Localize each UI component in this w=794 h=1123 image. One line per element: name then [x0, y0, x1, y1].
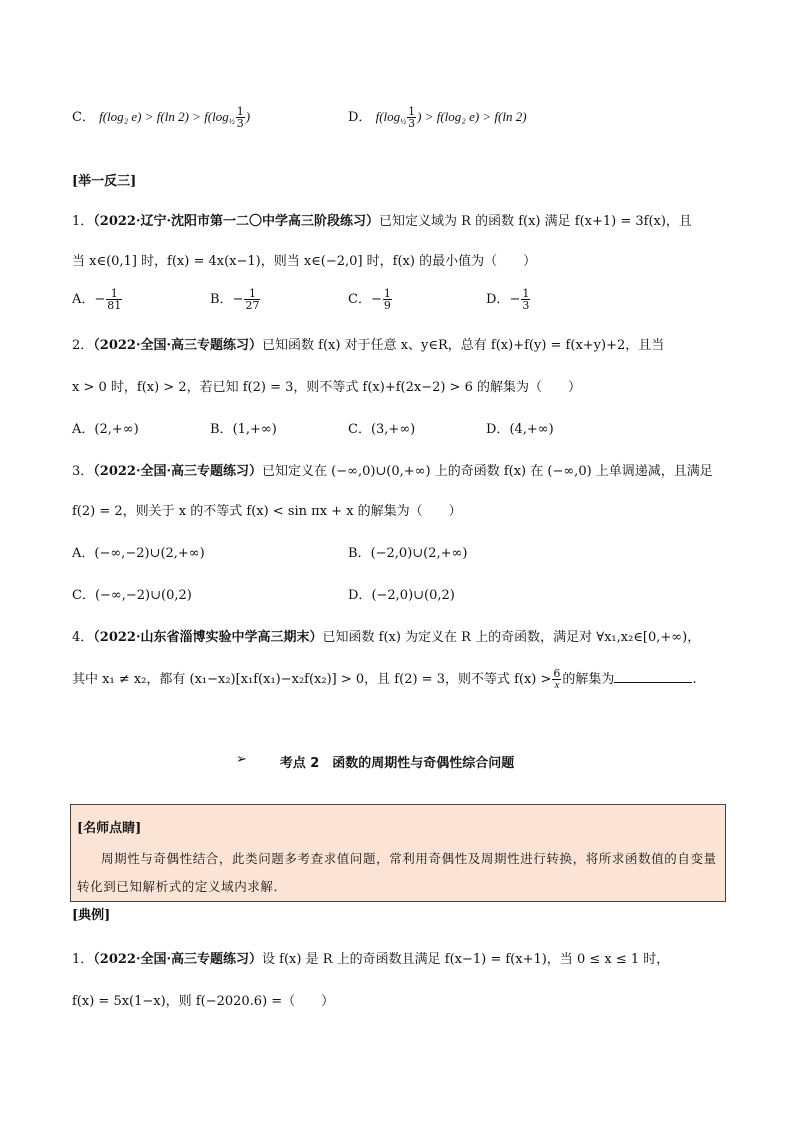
option-d-expression: f(log [375, 109, 401, 124]
heading-text: 考点 2 函数的周期性与奇偶性综合问题 [279, 756, 515, 771]
q1-option-a: A．− $\frac{1}{81}$ [72, 287, 122, 312]
q1-option-d: D．− $\frac{1}{3}$ [486, 287, 530, 312]
q4-line2: 其中 x₁ ≠ x₂，都有 (x₁−x₂)[x₁f(x₁)−x₂f(x₂)] > 0，且 f(2) = 3，则不等式 f(x) > $\frac{6}{x}$ 的解集为 . [72, 667, 697, 691]
tip-text: 周期性与奇偶性结合，此类问题多考查求值问题，常利用奇偶性及周期性进行转换，将所求函数值的自变量转化到已知解析式的定义域内求解． [77, 851, 717, 894]
ex1-source: （2022·全国·高三专题练习） [93, 952, 263, 967]
option-c-expression: f(log₂ e) > f(ln 2) > f(log [99, 109, 229, 124]
q2-source: （2022·全国·高三专题练习） [93, 338, 263, 353]
q2-line1: 2．（2022·全国·高三专题练习）已知函数 f(x) 对于任意 x、y∈R，总有 f(x)+f(y) = f(x+y)+2，且当 [72, 338, 665, 353]
q3-source: （2022·全国·高三专题练习） [93, 464, 263, 479]
q2-option-b: B．(1,+∞) [210, 422, 277, 437]
fraction-one-third: $\frac{1}{3}$ [408, 105, 416, 130]
q3-option-d: D．(−2,0)∪(0,2) [348, 588, 455, 603]
option-d-label: D． [348, 110, 372, 125]
q1-line2: 当 x∈(0,1] 时，f(x) = 4x(x−1)，则当 x∈(−2,0] 时，f(x) 的最小值为（ ） [72, 254, 537, 269]
q3-option-a: A．(−∞,−2)∪(2,+∞) [72, 546, 205, 561]
log-base: ½ [400, 117, 407, 126]
answer-blank[interactable] [614, 670, 692, 683]
log-base: ½ [228, 117, 235, 126]
q2-option-a: A．(2,+∞) [72, 422, 139, 437]
q2-option-c: C．(3,+∞) [348, 422, 416, 437]
option-c: C． f(log₂ e) > f(ln $2) > f(\log_{\frac{1}{2}}$ $\frac{1}{3}$ ) [72, 105, 251, 130]
section-tag: [举一反三] [72, 174, 137, 189]
q3-line1: 3．（2022·全国·高三专题练习）已知定义在 (−∞,0)∪(0,+∞) 上的奇函数 f(x) 在 (−∞,0) 上单调递减，且满足 [72, 464, 713, 479]
q4-source: （2022·山东省淄博实验中学高三期末） [93, 630, 323, 645]
ex1-line2: f(x) = 5x(1−x)，则 f(−2020.6) =（ ） [72, 994, 335, 1009]
q4-line1: 4．（2022·山东省淄博实验中学高三期末）已知函数 f(x) 为定义在 R 上的奇函数，满足对 ∀x₁,x₂∈[0,+∞)， [72, 630, 701, 645]
section-heading [0, 752, 794, 771]
tip-title: [名师点睛] [77, 821, 142, 836]
q1-line1: 1．（2022·辽宁·沈阳市第一二〇中学高三阶段练习）已知定义域为 R 的函数 f(x) 满足 f(x+1) = 3f(x)，且 [72, 214, 692, 229]
example-tag: [典例] [72, 908, 111, 923]
fraction-six-over-x: $\frac{6}{x}$ [553, 667, 561, 691]
option-d: D． $f(\log_{\frac{1}{2}}$ $\frac{1}{3}$ ) > f(log₂ e) > f(ln 2) [348, 105, 527, 130]
fraction-one-third: $\frac{1}{3}$ [236, 105, 244, 130]
q2-option-d: D．(4,+∞) [486, 422, 554, 437]
q3-option-c: C．(−∞,−2)∪(0,2) [72, 588, 192, 603]
q1-options [72, 288, 734, 318]
option-c-label: C． [72, 110, 95, 125]
q1-option-c: C．− $\frac{1}{9}$ [348, 287, 391, 312]
q3-line2: f(2) = 2，则关于 x 的不等式 f(x) < sin πx + x 的解集为（ ） [72, 504, 462, 519]
q1-option-b: B．− $\frac{1}{27}$ [210, 287, 260, 312]
arrow-bullet-icon: ➢ [236, 752, 247, 767]
tip-box [70, 804, 726, 902]
q2-line2: x > 0 时，f(x) > 2，若已知 f(2) = 3，则不等式 f(x)+f(2x−2) > 6 的解集为（ ） [72, 380, 581, 395]
q3-option-b: B．(−2,0)∪(2,+∞) [348, 546, 468, 561]
ex1-line1: 1．（2022·全国·高三专题练习）设 f(x) 是 R 上的奇函数且满足 f(x−1) = f(x+1)，当 0 ≤ x ≤ 1 时， [72, 952, 670, 967]
q1-source: （2022·辽宁·沈阳市第一二〇中学高三阶段练习） [93, 214, 380, 229]
